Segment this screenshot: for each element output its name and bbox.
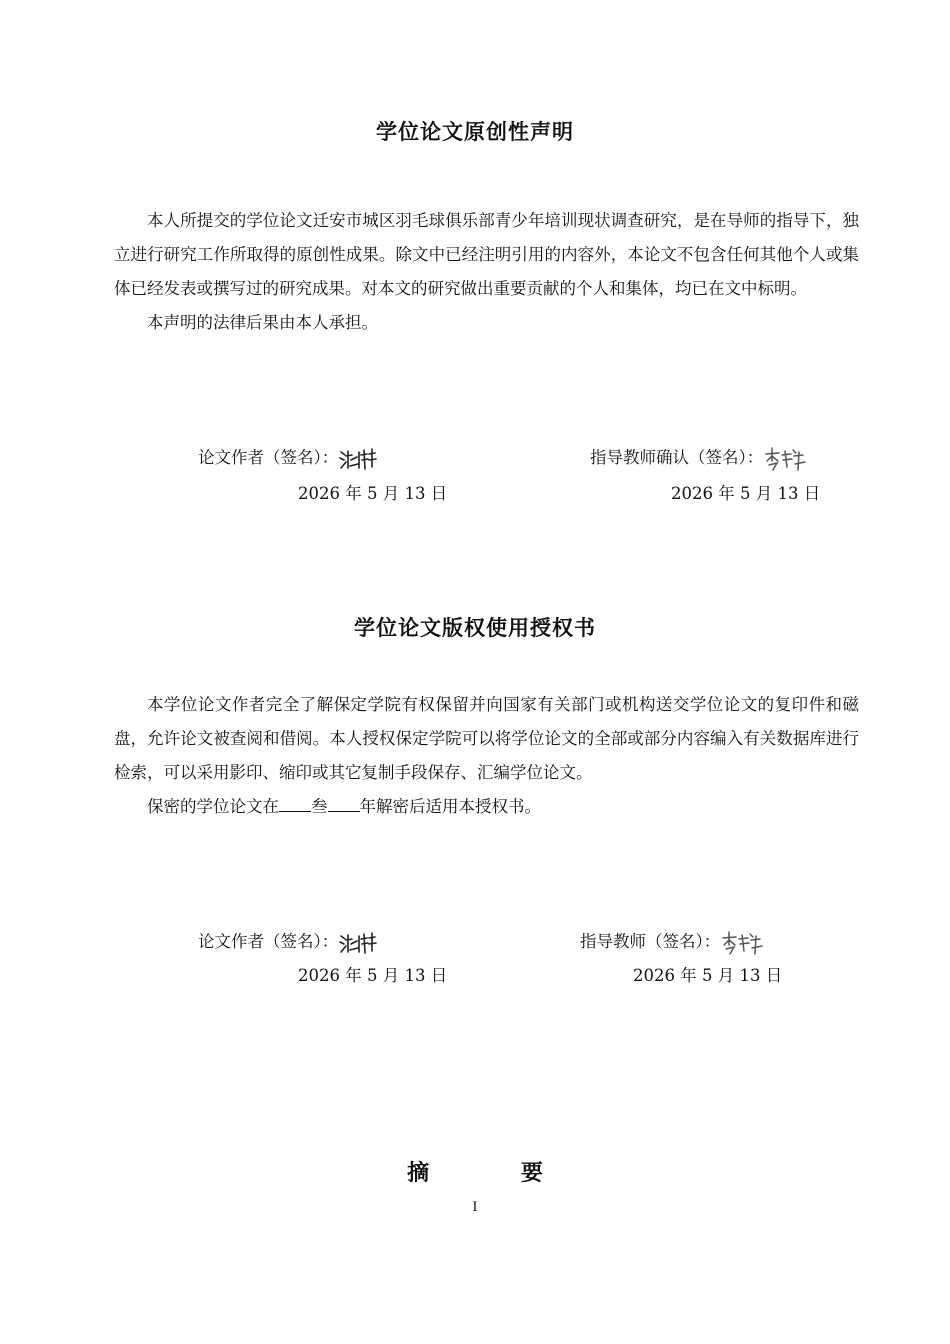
- authorization-author-signature-line: [198, 928, 384, 956]
- authorization-paragraph: 本学位论文作者完全了解保定学院有权保留并向国家有关部门或机构送交学位论文的复印件和磁盘，允许论文被查阅和借阅。本人授权保定学院可以将学位论文的全部或部分内容编入有关数据库进行检索，可以采用影印、缩印或其它复制手段保存、汇编学位论文。: [114, 695, 859, 782]
- authorization-author-label: 论文作者（签名）：: [198, 932, 339, 951]
- author-signature-icon: [338, 446, 384, 472]
- advisor-signature-icon: [720, 929, 768, 957]
- declaration-paragraph-2: 本声明的法律后果由本人承担。: [147, 313, 378, 332]
- authorization-advisor-date: 2026 年 5 月 13 日: [633, 966, 783, 985]
- page-number: I: [472, 1200, 478, 1215]
- secret-prefix: 保密的学位论文在: [147, 797, 279, 816]
- declaration-author-date: 2026 年 5 月 13 日: [298, 484, 448, 503]
- declaration-advisor-signature-line: [590, 444, 811, 473]
- declaration-title: 学位论文原创性声明: [376, 120, 574, 144]
- declaration-paragraph-1: 本人所提交的学位论文迁安市城区羽毛球俱乐部青少年培训现状调查研究，是在导师的指导下，独立进行研究工作所取得的原创性成果。除文中已经注明引用的内容外，本论文不包含任何其他个人或集体已经发表或撰写过的研究成果。对本文的研究做出重要贡献的个人和集体，均已在文中标明。: [114, 211, 859, 298]
- authorization-advisor-label: 指导教师（签名）：: [580, 932, 721, 951]
- declaration-author-label: 论文作者（签名）：: [198, 448, 339, 467]
- secret-blank-right: [328, 795, 360, 812]
- declaration-author-signature-line: [198, 444, 384, 472]
- authorization-body: [114, 688, 859, 824]
- author-signature-icon: [338, 930, 384, 956]
- authorization-advisor-signature-line: [580, 928, 768, 957]
- declaration-advisor-label: 指导教师确认（签名）：: [590, 448, 764, 467]
- authorization-title: 学位论文版权使用授权书: [354, 616, 596, 640]
- authorization-secret-clause: [114, 790, 859, 824]
- declaration-advisor-date: 2026 年 5 月 13 日: [671, 484, 821, 503]
- secret-years: 叁: [311, 797, 328, 816]
- abstract-heading: 摘 要: [407, 1161, 585, 1186]
- declaration-body: [114, 204, 859, 340]
- secret-blank-left: [279, 795, 311, 812]
- secret-suffix: 年解密后适用本授权书。: [359, 797, 541, 816]
- advisor-signature-icon: [763, 445, 811, 473]
- authorization-author-date: 2026 年 5 月 13 日: [298, 966, 448, 985]
